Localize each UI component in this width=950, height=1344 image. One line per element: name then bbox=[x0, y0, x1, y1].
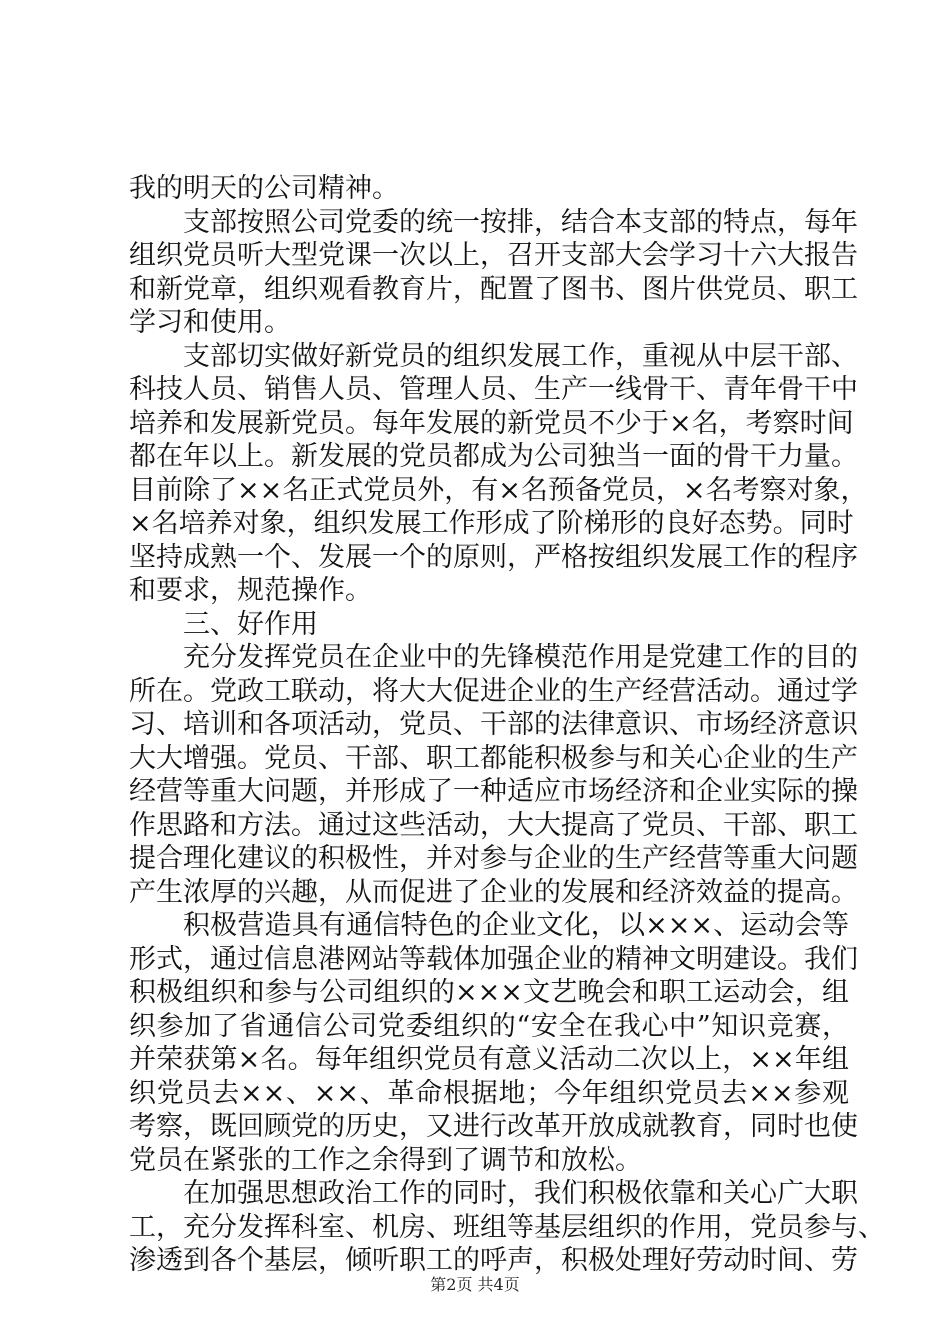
text-line: 作思路和方法。通过这些活动，大大提高了党员、干部、职工 bbox=[129, 809, 858, 841]
text-line: 大大增强。党员、干部、职工都能积极参与和关心企业的生产 bbox=[129, 742, 858, 774]
text-line: 支部切实做好新党员的组织发展工作，重视从中层干部、 bbox=[183, 340, 858, 372]
text-line: 充分发挥党员在企业中的先锋模范作用是党建工作的目的 bbox=[183, 642, 858, 673]
text-line: 工，充分发挥科室、机房、班组等基层组织的作用，党员参与、 bbox=[129, 1211, 885, 1243]
text-line: 目前除了××名正式党员外，有×名预备党员，×名考察对象， bbox=[129, 474, 868, 506]
text-line: 织党员去××、××、革命根据地；今年组织党员去××参观 bbox=[129, 1077, 849, 1109]
text-line: 支部按照公司党委的统一按排，结合本支部的特点，每年 bbox=[183, 206, 858, 238]
text-line: 产生浓厚的兴趣，从而促进了企业的发展和经济效益的提高。 bbox=[129, 876, 858, 908]
text-line: 渗透到各个基层，倾听职工的呼声，积极处理好劳动时间、劳 bbox=[129, 1245, 858, 1276]
document-body bbox=[129, 172, 885, 1278]
text-line: 我的明天的公司精神。 bbox=[129, 173, 399, 204]
text-line: 所在。党政工联动，将大大促进企业的生产经营活动。通过学 bbox=[129, 675, 858, 707]
text-line: 织参加了省通信公司党委组织的“安全在我心中”知识竞赛， bbox=[129, 1010, 849, 1042]
text-line: 组织党员听大型党课一次以上，召开支部大会学习十六大报告 bbox=[129, 240, 858, 271]
text-line: 培养和发展新党员。每年发展的新党员不少于×名，考察时间 bbox=[129, 407, 854, 439]
page-footer: 第2页 共4页 bbox=[430, 1275, 520, 1294]
text-line: 习、培训和各项活动，党员、干部的法律意识、市场经济意识 bbox=[129, 709, 858, 740]
text-line: 经营等重大问题，并形成了一种适应市场经济和企业实际的操 bbox=[129, 776, 858, 807]
text-line: 考察，既回顾党的历史，又进行改革开放成就教育，同时也使 bbox=[129, 1111, 858, 1142]
text-line: 在加强思想政治工作的同时，我们积极依靠和关心广大职 bbox=[183, 1178, 858, 1209]
text-line: 和新党章，组织观看教育片，配置了图书、图片供党员、职工 bbox=[129, 273, 858, 305]
text-line: 积极组织和参与公司组织的×××文艺晚会和职工运动会，组 bbox=[129, 977, 849, 1008]
text-line: 形式，通过信息港网站等载体加强企业的精神文明建设。我们 bbox=[129, 943, 858, 975]
text-line: 学习和使用。 bbox=[129, 307, 291, 338]
text-line: 积极营造具有通信特色的企业文化，以×××、运动会等 bbox=[183, 910, 849, 941]
text-line: 提合理化建议的积极性，并对参与企业的生产经营等重大问题 bbox=[129, 843, 858, 874]
text-line: ×名培养对象，组织发展工作形成了阶梯形的良好态势。同时 bbox=[129, 508, 854, 539]
text-line: 和要求，规范操作。 bbox=[129, 575, 372, 606]
text-line: 并荣获第×名。每年组织党员有意义活动二次以上，××年组 bbox=[129, 1044, 849, 1075]
text-line: 都在年以上。新发展的党员都成为公司独当一面的骨干力量。 bbox=[129, 441, 858, 472]
text-line: 党员在紧张的工作之余得到了调节和放松。 bbox=[129, 1144, 642, 1176]
text-line: 三、好作用 bbox=[183, 608, 318, 640]
text-line: 坚持成熟一个、发展一个的原则，严格按组织发展工作的程序 bbox=[129, 541, 858, 573]
text-line: 科技人员、销售人员、管理人员、生产一线骨干、青年骨干中 bbox=[129, 374, 858, 405]
